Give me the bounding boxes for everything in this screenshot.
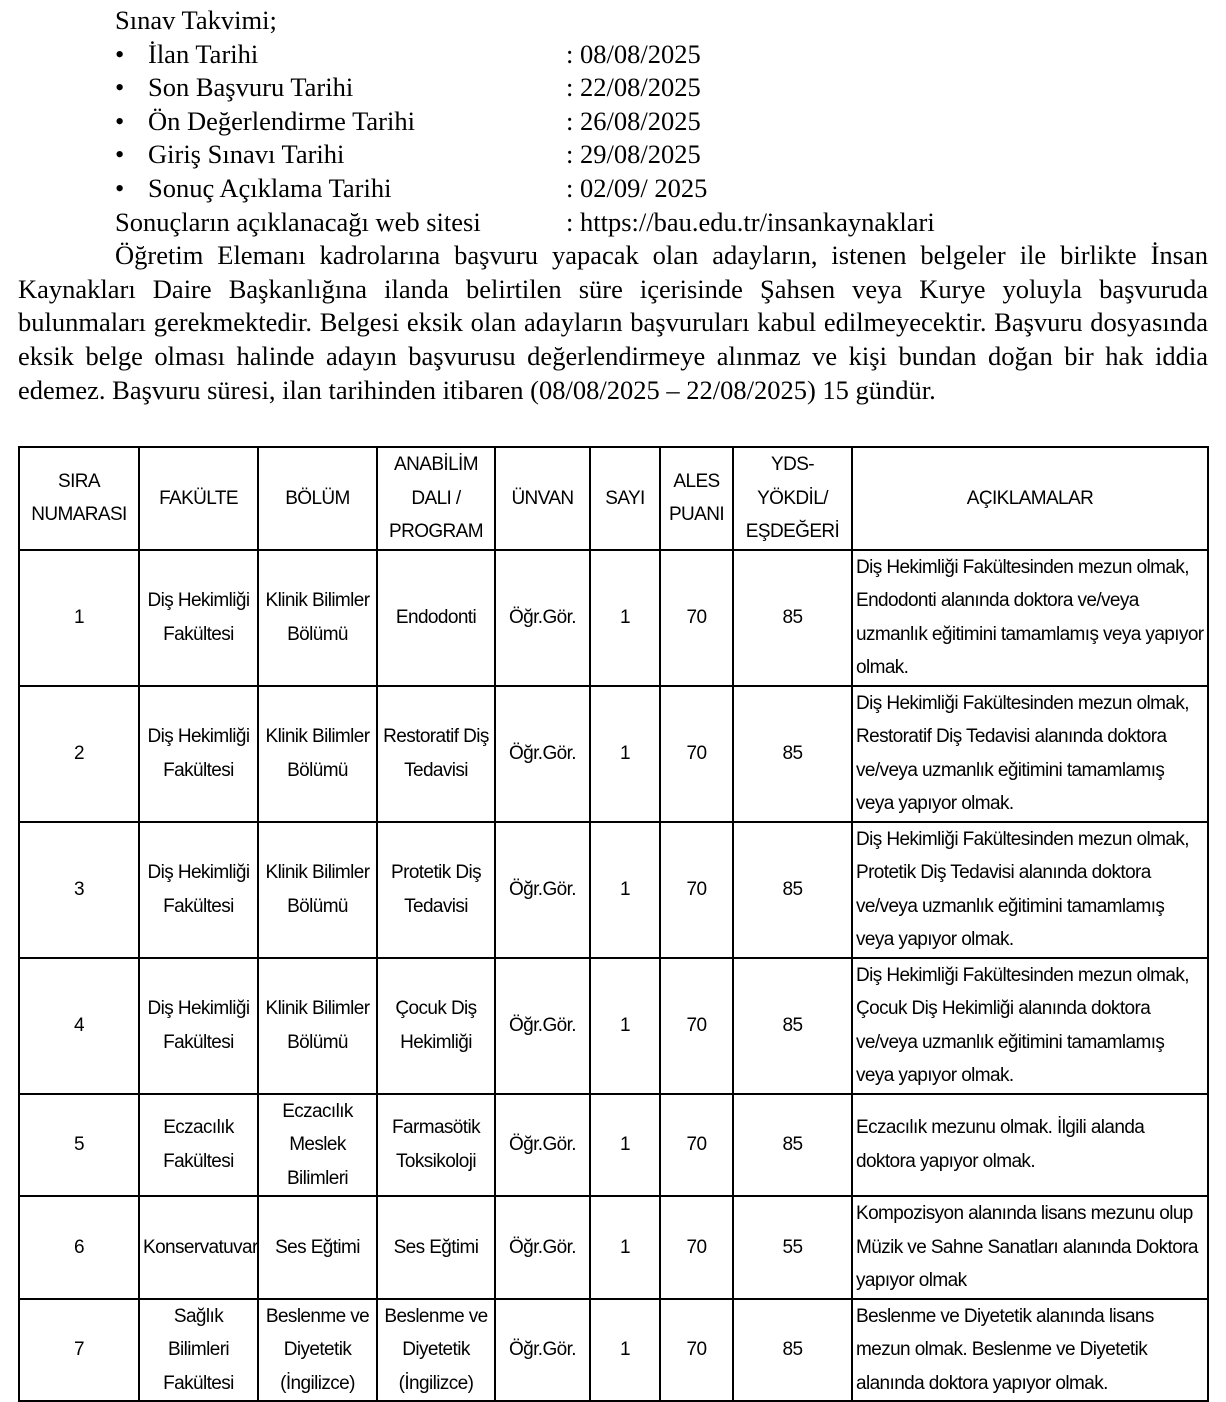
cell-language-score: 85: [733, 550, 852, 686]
cell-department: Eczacılık Meslek Bilimleri: [258, 1094, 377, 1197]
cell-faculty: Eczacılık Fakültesi: [139, 1094, 258, 1197]
cell-department: Klinik Bilimler Bölümü: [258, 550, 377, 686]
cell-count: 1: [590, 958, 660, 1094]
cell-row-number: 5: [19, 1094, 139, 1197]
cell-row-number: 3: [19, 822, 139, 958]
calendar-item-label: Ön Değerlendirme Tarihi: [148, 105, 415, 136]
cell-row-number: 6: [19, 1196, 139, 1299]
cell-count: 1: [590, 550, 660, 686]
bullet-icon: •: [115, 38, 125, 69]
cell-department: Klinik Bilimler Bölümü: [258, 686, 377, 822]
cell-ales-score: 70: [660, 550, 733, 686]
cell-description: Diş Hekimliği Fakültesinden mezun olmak, Restoratif Diş Tedavisi alanında doktora ve/veya uzmanlık eğitimini tamamlamış veya yapıyor olmak.: [852, 686, 1208, 822]
cell-ales-score: 70: [660, 686, 733, 822]
cell-language-score: 85: [733, 1094, 852, 1197]
calendar-item-value: : 22/08/2025: [566, 72, 701, 103]
cell-department: Ses Eğtimi: [258, 1196, 377, 1299]
cell-description: Diş Hekimliği Fakültesinden mezun olmak, Çocuk Diş Hekimliği alanında doktora ve/veya uzmanlık eğitimini tamamlamış veya yapıyor olmak.: [852, 958, 1208, 1094]
cell-language-score: 85: [733, 958, 852, 1094]
bullet-icon: •: [115, 105, 125, 136]
calendar-item: [18, 105, 1208, 139]
cell-faculty: Konservatuvar: [139, 1196, 258, 1299]
cell-ales-score: 70: [660, 958, 733, 1094]
calendar-item-label: Giriş Sınavı Tarihi: [148, 139, 345, 170]
calendar-title: Sınav Takvimi;: [115, 5, 277, 35]
cell-title: Öğr.Gör.: [495, 550, 590, 686]
cell-faculty: Sağlık Bilimleri Fakültesi: [139, 1299, 258, 1402]
calendar-item: [18, 138, 1208, 172]
header-language-score: YDS-YÖKDİL/ EŞDEĞERİ: [733, 447, 852, 550]
table-row: [19, 550, 1208, 686]
calendar-item-value: : 29/08/2025: [566, 139, 701, 170]
bullet-icon: •: [115, 72, 125, 103]
cell-program: Ses Eğtimi: [377, 1196, 495, 1299]
header-program: ANABİLİM DALI / PROGRAM: [377, 447, 495, 550]
table-row: [19, 1196, 1208, 1299]
positions-table: [18, 446, 1209, 1402]
calendar-item-label: Sonuç Açıklama Tarihi: [148, 172, 392, 203]
cell-row-number: 1: [19, 550, 139, 686]
announcement-document: [18, 4, 1208, 407]
cell-department: Klinik Bilimler Bölümü: [258, 822, 377, 958]
cell-description: Kompozisyon alanında lisans mezunu olup Müzik ve Sahne Sanatları alanında Doktora yapıyor olmak: [852, 1196, 1208, 1299]
cell-description: Eczacılık mezunu olmak. İlgili alanda doktora yapıyor olmak.: [852, 1094, 1208, 1197]
cell-title: Öğr.Gör.: [495, 1299, 590, 1402]
table-row: [19, 958, 1208, 1094]
calendar-item-value: : 26/08/2025: [566, 105, 701, 136]
website-value: : https://bau.edu.tr/insankaynaklari: [566, 206, 935, 237]
website-line: [18, 206, 1208, 240]
calendar-item: [18, 172, 1208, 206]
cell-faculty: Diş Hekimliği Fakültesi: [139, 822, 258, 958]
cell-program: Protetik Diş Tedavisi: [377, 822, 495, 958]
table-row: [19, 1299, 1208, 1402]
cell-department: Klinik Bilimler Bölümü: [258, 958, 377, 1094]
header-department: BÖLÜM: [258, 447, 377, 550]
header-count: SAYI: [590, 447, 660, 550]
cell-language-score: 55: [733, 1196, 852, 1299]
header-row-number: SIRA NUMARASI: [19, 447, 139, 550]
cell-program: Çocuk Diş Hekimliği: [377, 958, 495, 1094]
bullet-icon: •: [115, 139, 125, 170]
bullet-icon: •: [115, 172, 125, 203]
cell-ales-score: 70: [660, 822, 733, 958]
calendar-item: [18, 71, 1208, 105]
cell-row-number: 2: [19, 686, 139, 822]
cell-title: Öğr.Gör.: [495, 958, 590, 1094]
cell-description: Beslenme ve Diyetetik alanında lisans mezun olmak. Beslenme ve Diyetetik alanında doktora yapıyor olmak.: [852, 1299, 1208, 1402]
calendar-item: [18, 38, 1208, 72]
table-row: [19, 1094, 1208, 1197]
cell-count: 1: [590, 822, 660, 958]
cell-row-number: 4: [19, 958, 139, 1094]
cell-ales-score: 70: [660, 1094, 733, 1197]
cell-title: Öğr.Gör.: [495, 1094, 590, 1197]
header-ales-score: ALES PUANI: [660, 447, 733, 550]
cell-faculty: Diş Hekimliği Fakültesi: [139, 686, 258, 822]
cell-title: Öğr.Gör.: [495, 822, 590, 958]
cell-count: 1: [590, 1196, 660, 1299]
calendar-item-value: : 02/09/ 2025: [566, 172, 708, 203]
cell-program: Beslenme ve Diyetetik (İngilizce): [377, 1299, 495, 1402]
cell-program: Farmasötik Toksikoloji: [377, 1094, 495, 1197]
cell-program: Restoratif Diş Tedavisi: [377, 686, 495, 822]
calendar-item-label: İlan Tarihi: [148, 38, 259, 69]
cell-language-score: 85: [733, 822, 852, 958]
cell-count: 1: [590, 1094, 660, 1197]
calendar-item-label: Son Başvuru Tarihi: [148, 72, 354, 103]
cell-title: Öğr.Gör.: [495, 1196, 590, 1299]
table-row: [19, 822, 1208, 958]
cell-language-score: 85: [733, 686, 852, 822]
cell-title: Öğr.Gör.: [495, 686, 590, 822]
cell-program: Endodonti: [377, 550, 495, 686]
cell-count: 1: [590, 686, 660, 822]
header-faculty: FAKÜLTE: [139, 447, 258, 550]
cell-faculty: Diş Hekimliği Fakültesi: [139, 550, 258, 686]
cell-department: Beslenme ve Diyetetik (İngilizce): [258, 1299, 377, 1402]
cell-description: Diş Hekimliği Fakültesinden mezun olmak, Endodonti alanında doktora ve/veya uzmanlık eğitimini tamamlamış veya yapıyor olmak.: [852, 550, 1208, 686]
cell-language-score: 85: [733, 1299, 852, 1402]
table-row: [19, 686, 1208, 822]
cell-description: Diş Hekimliği Fakültesinden mezun olmak, Protetik Diş Tedavisi alanında doktora ve/veya uzmanlık eğitimini tamamlamış veya yapıyor olmak.: [852, 822, 1208, 958]
header-title: ÜNVAN: [495, 447, 590, 550]
cell-ales-score: 70: [660, 1196, 733, 1299]
header-description: AÇIKLAMALAR: [852, 447, 1208, 550]
table-header-row: [19, 447, 1208, 550]
calendar-item-value: : 08/08/2025: [566, 38, 701, 69]
cell-row-number: 7: [19, 1299, 139, 1402]
website-label: Sonuçların açıklanacağı web sitesi: [115, 206, 481, 237]
cell-faculty: Diş Hekimliği Fakültesi: [139, 958, 258, 1094]
application-paragraph: Öğretim Elemanı kadrolarına başvuru yapacak olan adayların, istenen belgeler ile birlikte İnsan Kaynakları Daire Başkanlığına ilanda belirtilen süre içerisinde Şahsen veya Kurye yoluyla başvuruda bulunmaları gerekmektedir. Belgesi eksik olan adayların başvuruları kabul edilmeyecektir. Başvuru dosyasında eksik belge olması halinde adayın başvurusu değerlendirmeye alınmaz ve kişi bundan doğan bir hak iddia edemez. Başvuru süresi, ilan tarihinden itibaren (08/08/2025 – 22/08/2025) 15 gündür.: [18, 240, 1208, 405]
cell-count: 1: [590, 1299, 660, 1402]
cell-ales-score: 70: [660, 1299, 733, 1402]
